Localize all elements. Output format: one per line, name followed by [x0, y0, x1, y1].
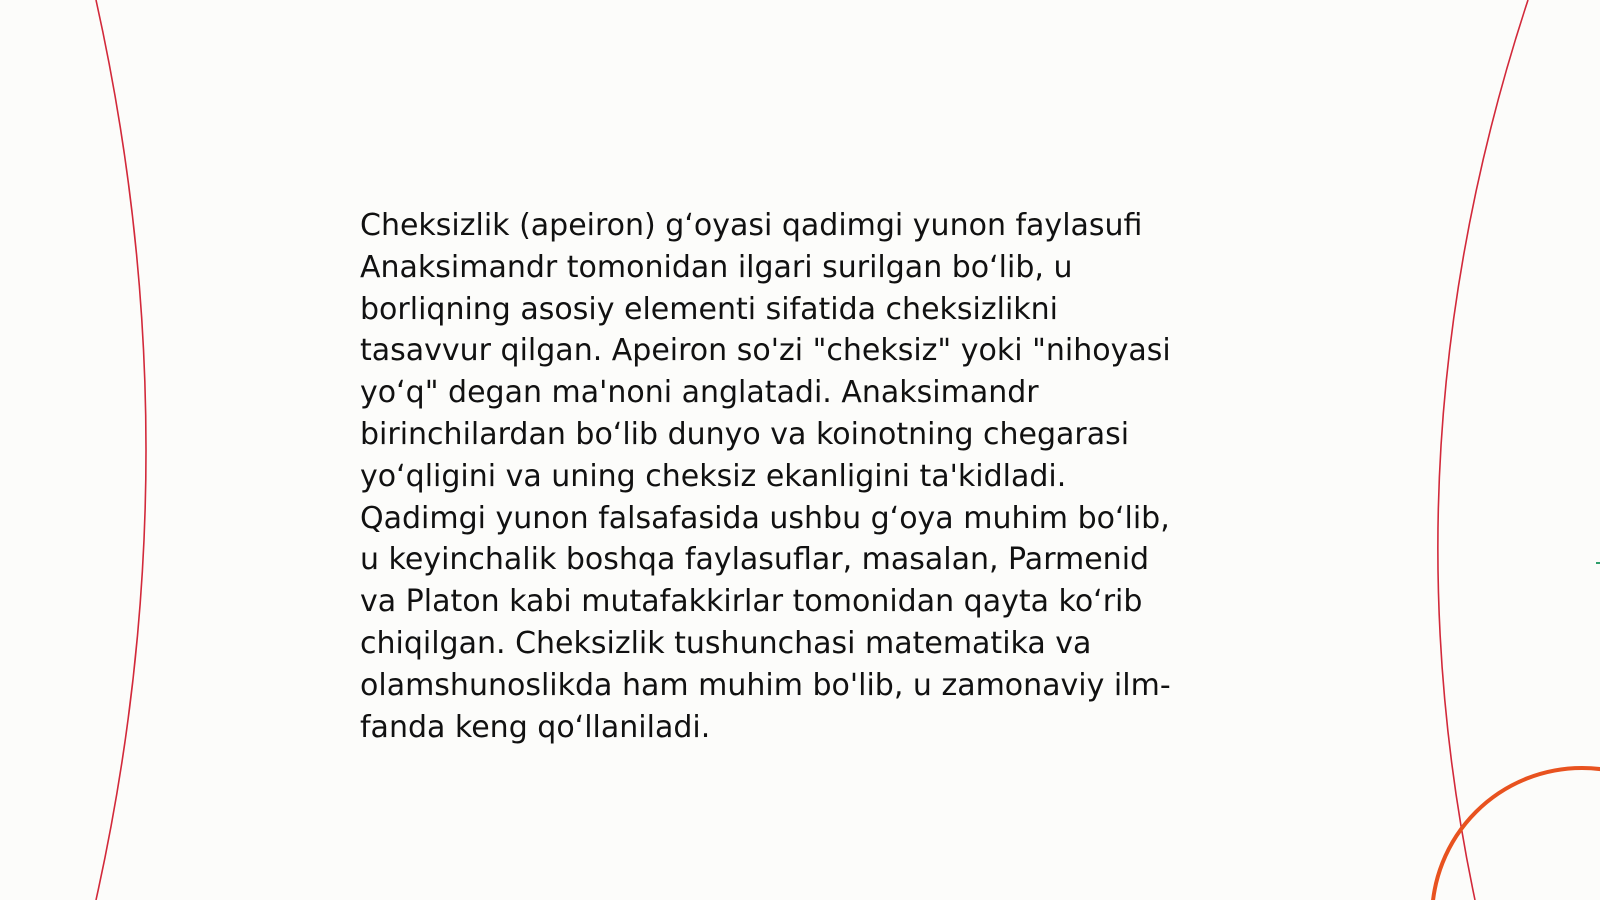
body-paragraph: Cheksizlik (apeiron) g‘oyasi qadimgi yunon faylasufi Anaksimandr tomonidan ilgari surilgan bo‘lib, u borliqning asosiy elementi sifatida cheksizlikni tasavvur qilgan. Apeiron so'zi "cheksiz" yoki "nihoyasi yo‘q" degan ma'noni anglatadi. Anaksimandr birinchilardan bo‘lib dunyo va koinotning chegarasi yo‘qligini va uning cheksiz ekanligini ta'kidladi. Qadimgi yunon falsafasida ushbu g‘oya muhim bo‘lib, u keyinchalik boshqa faylasuflar, masalan, Parmenid va Platon kabi mutafakkirlar tomonidan qayta ko‘rib chiqilgan. Cheksizlik tushunchasi matematika va olamshunoslikda ham muhim bo'lib, u zamonaviy ilm- fanda keng qo‘llaniladi. — [360, 208, 1171, 745]
left-arc-line — [96, 0, 146, 900]
right-arc-line — [1438, 0, 1528, 900]
corner-circle-arc — [1432, 768, 1600, 900]
